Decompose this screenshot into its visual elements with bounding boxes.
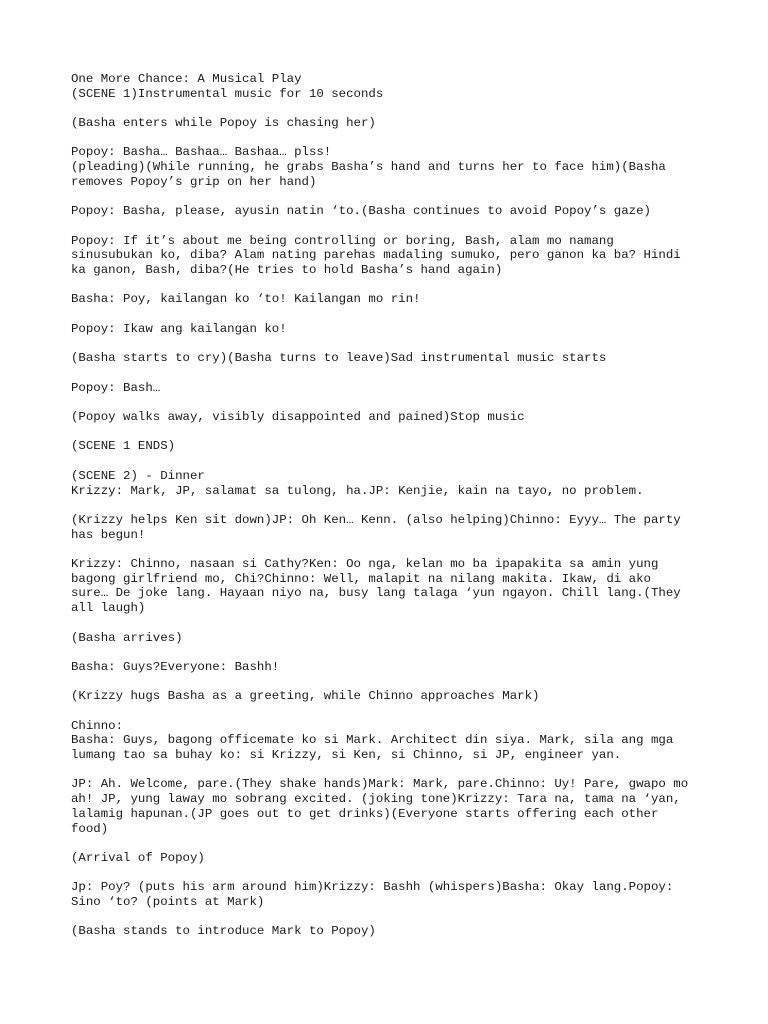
text-line: Popoy: Basha… Bashaa… Bashaa… plss! bbox=[71, 145, 332, 160]
script-paragraph bbox=[71, 234, 711, 278]
script-paragraph bbox=[71, 145, 711, 189]
text-line: Popoy: Ikaw ang kailangan ko! bbox=[71, 321, 287, 336]
text-line: (SCENE 2) - Dinner bbox=[71, 468, 205, 483]
text-line: bagong girlfriend mo, Chi?Chinno: Well, malapit na nilang makita. Ikaw, di ako bbox=[71, 571, 651, 586]
text-line: Popoy: Bash… bbox=[71, 380, 161, 395]
text-line: Popoy: Basha, please, ayusin natin ‘to.(Basha continues to avoid Popoy’s gaze) bbox=[71, 204, 651, 219]
script-paragraph bbox=[71, 631, 711, 646]
script-paragraph bbox=[71, 204, 711, 219]
text-line: (Basha stands to introduce Mark to Popoy) bbox=[71, 924, 376, 939]
script-paragraph bbox=[71, 439, 711, 454]
script-paragraph bbox=[71, 851, 711, 866]
script-paragraph bbox=[71, 116, 711, 131]
script-paragraph bbox=[71, 777, 711, 836]
script-paragraph bbox=[71, 469, 711, 498]
text-line: (Basha enters while Popoy is chasing her) bbox=[71, 116, 376, 131]
script-paragraph bbox=[71, 381, 711, 396]
text-line: (pleading)(While running, he grabs Basha’s hand and turns her to face him)(Basha bbox=[71, 160, 666, 175]
text-line: Basha: Guys?Everyone: Bashh! bbox=[71, 659, 280, 674]
text-line: Popoy: If it’s about me being controlling or boring, Bash, alam mo namang bbox=[71, 233, 614, 248]
text-line: (SCENE 1 ENDS) bbox=[71, 439, 176, 454]
text-line: (Basha starts to cry)(Basha turns to leave)Sad instrumental music starts bbox=[71, 351, 607, 366]
script-paragraph bbox=[71, 880, 711, 909]
text-line: all laugh) bbox=[71, 601, 146, 616]
text-line: sinusubukan ko, diba? Alam nating parehas madaling sumuko, pero ganon ka ba? Hindi bbox=[71, 248, 681, 263]
text-line: Basha: Poy, kailangan ko ‘to! Kailangan mo rin! bbox=[71, 292, 421, 307]
text-line: (Basha arrives) bbox=[71, 630, 183, 645]
text-line: has begun! bbox=[71, 527, 146, 542]
text-line: Chinno: bbox=[71, 718, 124, 733]
script-paragraph bbox=[71, 557, 711, 616]
text-line: (SCENE 1)Instrumental music for 10 seconds bbox=[71, 86, 384, 101]
text-line: sure… De joke lang. Hayaan niyo na, busy lang talaga ‘yun ngayon. Chill lang.(They bbox=[71, 586, 681, 601]
text-line: Krizzy: Mark, JP, salamat sa tulong, ha.JP: Kenjie, kain na tayo, no problem. bbox=[71, 483, 644, 498]
script-paragraph bbox=[71, 410, 711, 425]
text-line: lalamig hapunan.(JP goes out to get drinks)(Everyone starts offering each other bbox=[71, 806, 659, 821]
text-line: Basha: Guys, bagong officemate ko si Mark. Architect din siya. Mark, sila ang mga bbox=[71, 733, 674, 748]
text-line: Krizzy: Chinno, nasaan si Cathy?Ken: Oo nga, kelan mo ba ipapakita sa amin yung bbox=[71, 557, 659, 571]
text-line: One More Chance: A Musical Play bbox=[71, 72, 302, 86]
text-line: (Krizzy hugs Basha as a greeting, while Chinno approaches Mark) bbox=[71, 689, 540, 704]
script-paragraph bbox=[71, 292, 711, 307]
text-line: (Krizzy helps Ken sit down)JP: Oh Ken… Kenn. (also helping)Chinno: Eyyy… The party bbox=[71, 512, 681, 527]
script-paragraph bbox=[71, 72, 711, 101]
text-line: ah! JP, yung laway mo sobrang excited. (joking tone)Krizzy: Tara na, tama na ‘yan, bbox=[71, 792, 681, 807]
text-line: (Arrival of Popoy) bbox=[71, 850, 205, 865]
text-line: Sino ‘to? (points at Mark) bbox=[71, 895, 265, 910]
text-line: removes Popoy’s grip on her hand) bbox=[71, 174, 317, 189]
script-paragraph bbox=[71, 924, 711, 939]
script-paragraph bbox=[71, 322, 711, 337]
script-paragraph bbox=[71, 660, 711, 675]
script-paragraph bbox=[71, 689, 711, 704]
text-line: ka ganon, Bash, diba?(He tries to hold Basha’s hand again) bbox=[71, 263, 503, 278]
text-line: Jp: Poy? (puts his arm around him)Krizzy: Bashh (whispers)Basha: Okay lang.Popoy: bbox=[71, 880, 674, 895]
script-paragraph bbox=[71, 719, 711, 763]
script-paragraph bbox=[71, 351, 711, 366]
text-line: lumang tao sa buhay ko: si Krizzy, si Ken, si Chinno, si JP, engineer yan. bbox=[71, 748, 622, 763]
text-line: (Popoy walks away, visibly disappointed and pained)Stop music bbox=[71, 410, 525, 425]
text-line: JP: Ah. Welcome, pare.(They shake hands)Mark: Mark, pare.Chinno: Uy! Pare, gwapo mo bbox=[71, 777, 689, 792]
script-text bbox=[71, 72, 711, 954]
text-line: food) bbox=[71, 821, 109, 836]
script-paragraph bbox=[71, 513, 711, 542]
